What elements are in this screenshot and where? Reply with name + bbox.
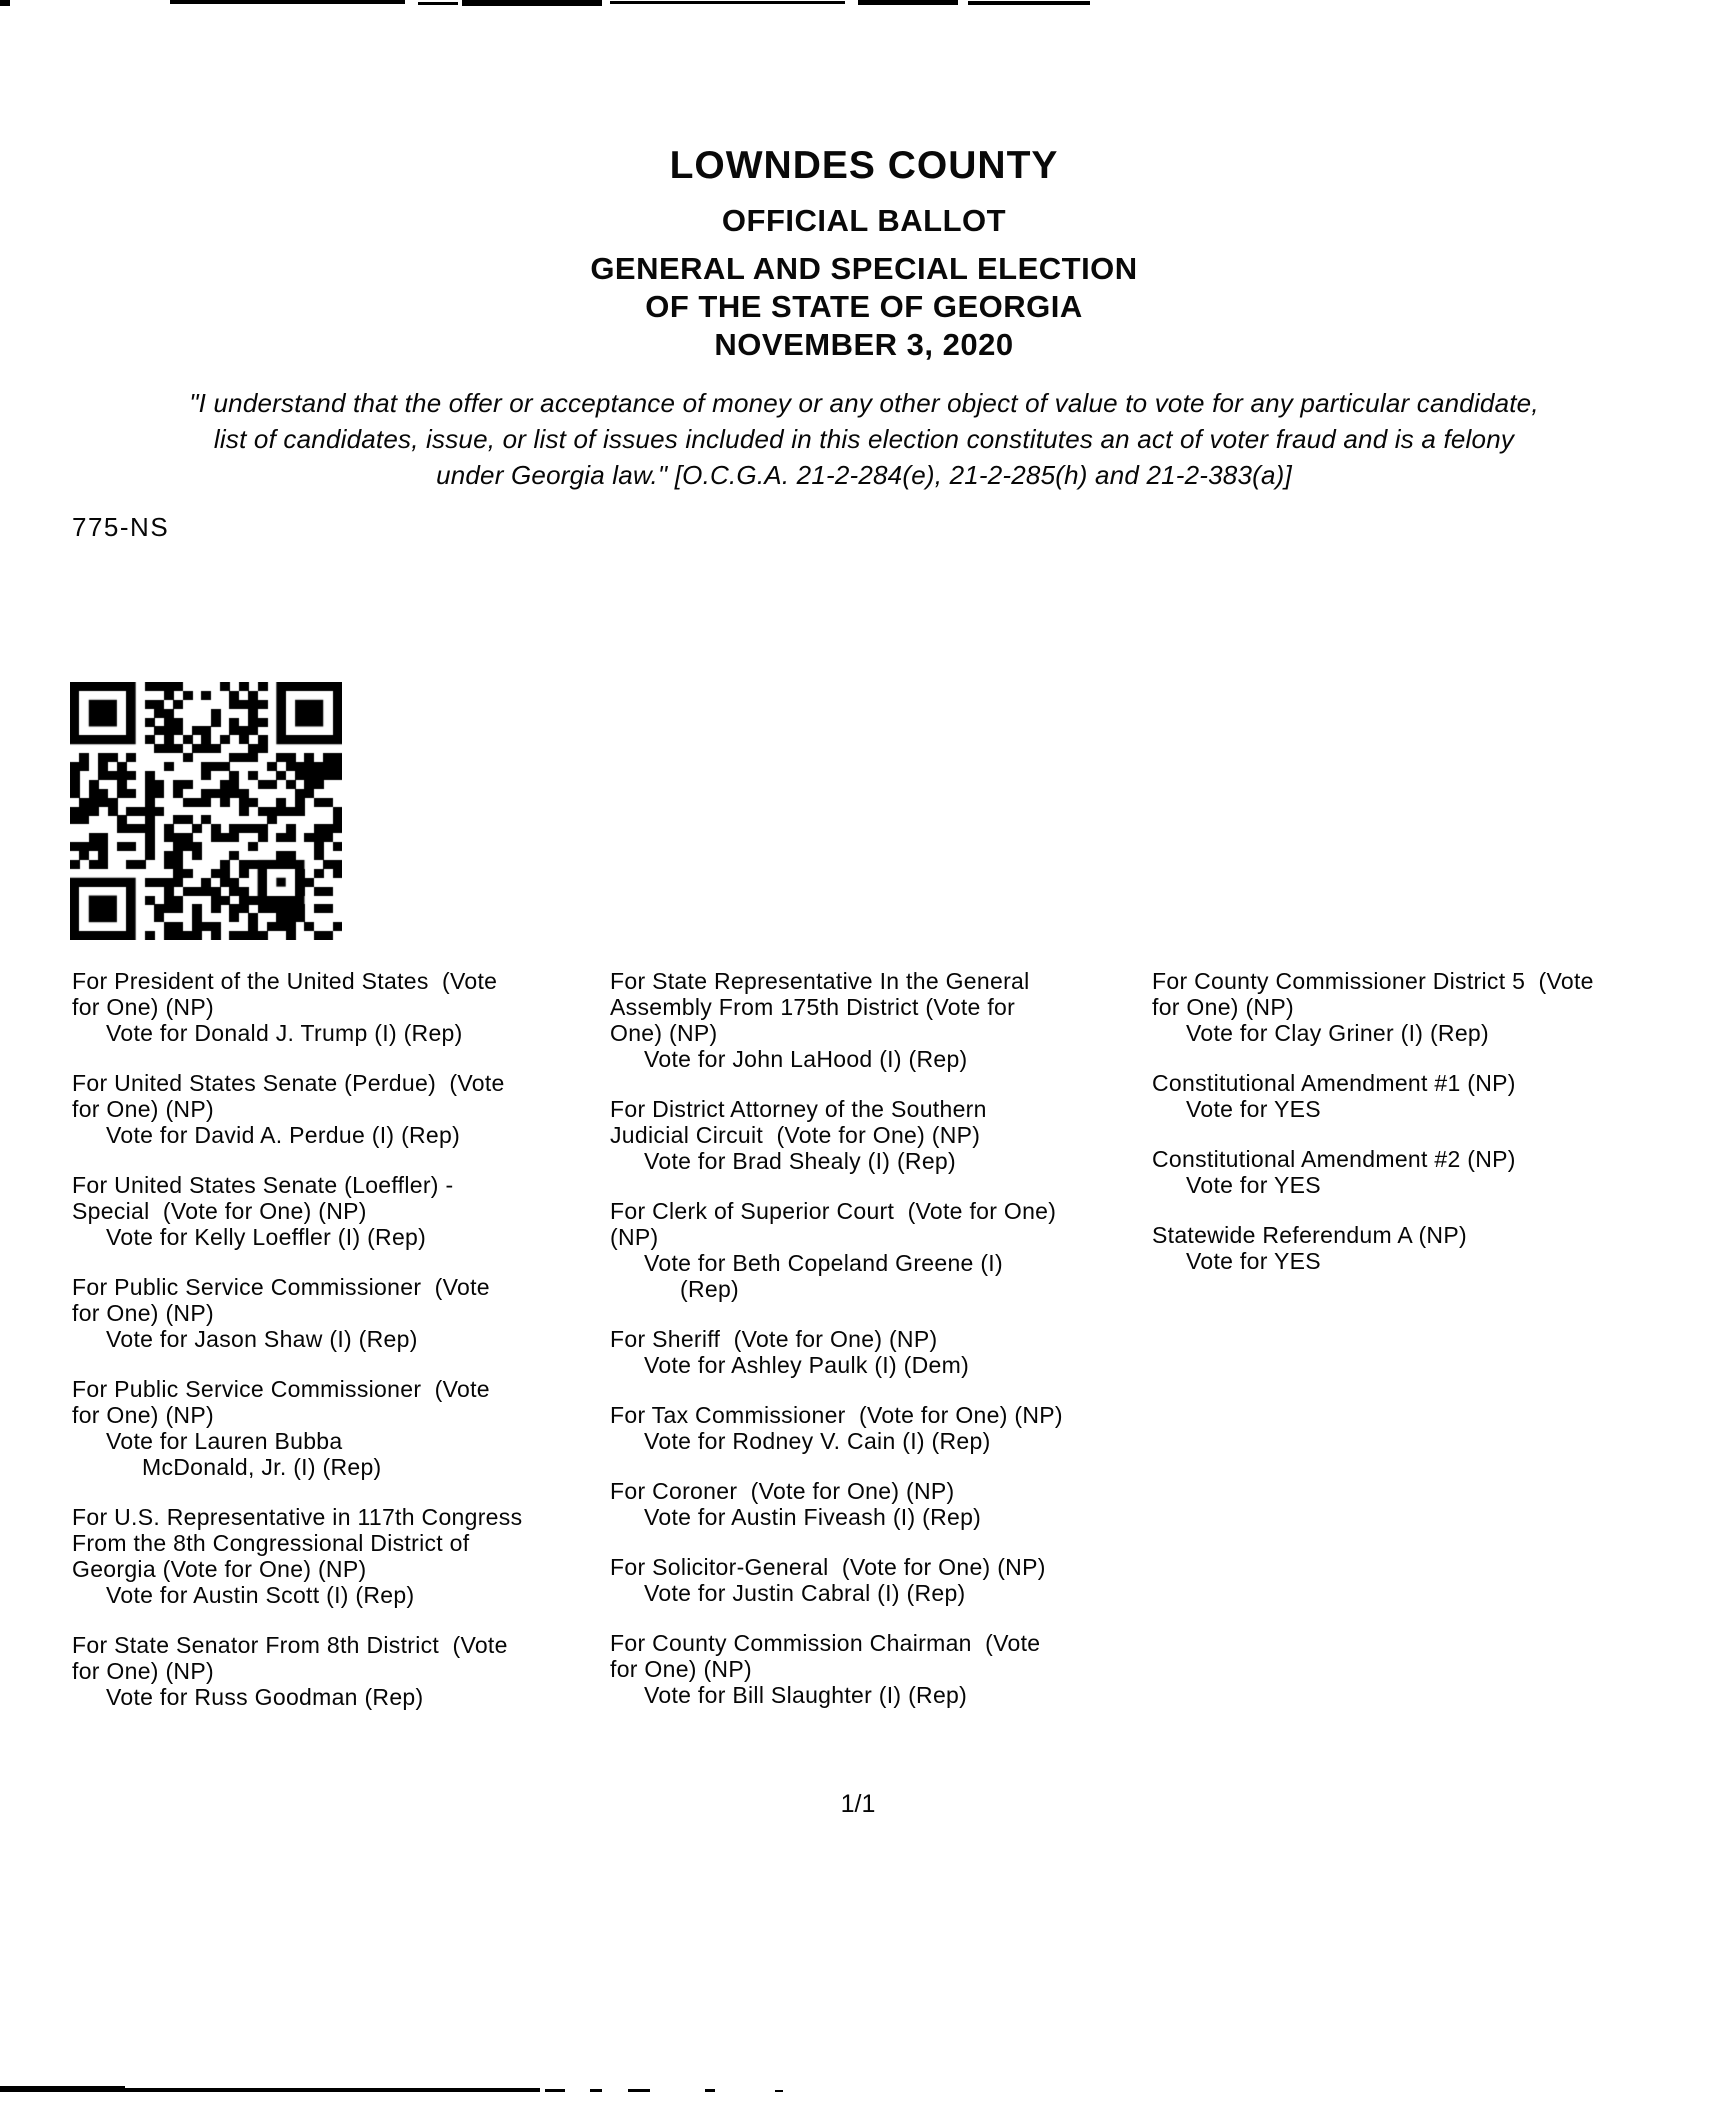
contest-title-line: Constitutional Amendment #1 (NP) (1152, 1070, 1516, 1096)
contest-block (72, 1504, 610, 1608)
contest-title-line: From the 8th Congressional District of (72, 1530, 470, 1556)
contest-block (72, 1172, 610, 1250)
vote-selection-line: Vote for Donald J. Trump (I) (Rep) (106, 1020, 463, 1046)
vote-selection-line: Vote for Bill Slaughter (I) (Rep) (644, 1682, 968, 1708)
ballot-column-2 (610, 968, 1152, 1732)
contest-block (72, 1274, 610, 1352)
contest-title-line: for One) (NP) (72, 1402, 214, 1428)
vote-selection-line: Vote for Austin Scott (I) (Rep) (106, 1582, 415, 1608)
vote-selection-line: Vote for YES (1186, 1172, 1321, 1198)
contest-title-line: Statewide Referendum A (NP) (1152, 1222, 1467, 1248)
contest-block (610, 968, 1152, 1072)
vote-selection-line: Vote for Clay Griner (I) (Rep) (1186, 1020, 1489, 1046)
contest-title-line: For Public Service Commissioner (Vote (72, 1376, 490, 1402)
contest-title-line: For President of the United States (Vote (72, 968, 498, 994)
disclaimer-line1: "I understand that the offer or acceptance of money or any other object of value to vote for any particular candidate, (189, 388, 1539, 418)
vote-selection-line: Vote for John LaHood (I) (Rep) (644, 1046, 968, 1072)
contest-block (72, 1070, 610, 1148)
contest-title-line: for One) (NP) (1152, 994, 1294, 1020)
contest-title-line: For Solicitor-General (Vote for One) (NP) (610, 1554, 1046, 1580)
contest-title-line: For County Commissioner District 5 (Vote (1152, 968, 1594, 994)
contest-title-line: Special (Vote for One) (NP) (72, 1198, 367, 1224)
contest-title-line: For Coroner (Vote for One) (NP) (610, 1478, 955, 1504)
disclaimer-line2: list of candidates, issue, or list of issues included in this election constitutes an act of voter fraud and is a felony (213, 424, 1515, 454)
contest-title-line: Judicial Circuit (Vote for One) (NP) (610, 1122, 981, 1148)
qr-code-icon (70, 682, 342, 940)
contest-title-line: Constitutional Amendment #2 (NP) (1152, 1146, 1516, 1172)
contest-title-line: For District Attorney of the Southern (610, 1096, 987, 1122)
contest-title-line: Assembly From 175th District (Vote for (610, 994, 1016, 1020)
county-title: LOWNDES COUNTY (669, 144, 1059, 187)
voter-fraud-disclaimer (0, 385, 1728, 493)
vote-selection-line: Vote for Lauren Bubba (106, 1428, 343, 1454)
ballot-column-1 (72, 968, 610, 1734)
contest-title-line: For United States Senate (Loeffler) - (72, 1172, 454, 1198)
ballot-style-code: 775-NS (72, 512, 170, 542)
contest-title-line: (NP) (610, 1224, 659, 1250)
contest-block (610, 1198, 1152, 1302)
contest-block (72, 1632, 610, 1710)
contest-title-line: For Sheriff (Vote for One) (NP) (610, 1326, 938, 1352)
vote-selection-line: Vote for Beth Copeland Greene (I) (644, 1250, 1003, 1276)
contest-block (610, 1326, 1152, 1378)
vote-selection-line: Vote for YES (1186, 1096, 1321, 1122)
contest-title-line: for One) (NP) (72, 1096, 214, 1122)
contest-title-line: For County Commission Chairman (Vote (610, 1630, 1041, 1656)
vote-selection-line: Vote for YES (1186, 1248, 1321, 1274)
contest-title-line: For Clerk of Superior Court (Vote for One) (610, 1198, 1057, 1224)
contest-title-line: For U.S. Representative in 117th Congress (72, 1504, 523, 1530)
vote-selection-line: Vote for Kelly Loeffler (I) (Rep) (106, 1224, 427, 1250)
disclaimer-line3: under Georgia law." [O.C.G.A. 21-2-284(e), 21-2-285(h) and 21-2-383(a)] (436, 460, 1292, 490)
contest-block (1152, 968, 1672, 1046)
election-title-line2: OF THE STATE OF GEORGIA (645, 289, 1083, 324)
election-title (0, 250, 1728, 364)
vote-selection-line: Vote for Ashley Paulk (I) (Dem) (644, 1352, 970, 1378)
contest-title-line: For Tax Commissioner (Vote for One) (NP) (610, 1402, 1063, 1428)
contest-title-line: for One) (NP) (610, 1656, 752, 1682)
contest-title-line: Georgia (Vote for One) (NP) (72, 1556, 367, 1582)
contest-title-line: for One) (NP) (72, 1658, 214, 1684)
contest-title-line: For State Representative In the General (610, 968, 1030, 994)
contest-block (610, 1478, 1152, 1530)
vote-selection-line: Vote for Justin Cabral (I) (Rep) (644, 1580, 966, 1606)
ballot-column-3 (1152, 968, 1672, 1298)
vote-selection-line: Vote for Jason Shaw (I) (Rep) (106, 1326, 418, 1352)
contest-block (610, 1630, 1152, 1708)
ballot-type-title: OFFICIAL BALLOT (721, 203, 1007, 238)
election-date: NOVEMBER 3, 2020 (714, 327, 1014, 362)
vote-selection-line: (Rep) (680, 1276, 740, 1302)
vote-selection-line: Vote for David A. Perdue (I) (Rep) (106, 1122, 461, 1148)
contest-block (72, 968, 610, 1046)
contest-block (610, 1096, 1152, 1174)
contest-block (1152, 1070, 1672, 1122)
vote-selection-line: Vote for Brad Shealy (I) (Rep) (644, 1148, 956, 1174)
contest-block (72, 1376, 610, 1480)
contest-title-line: One) (NP) (610, 1020, 718, 1046)
contest-block (610, 1402, 1152, 1454)
contest-block (1152, 1146, 1672, 1198)
page-number: 1/1 (840, 1790, 876, 1818)
contest-title-line: for One) (NP) (72, 1300, 214, 1326)
election-title-line1: GENERAL AND SPECIAL ELECTION (590, 251, 1138, 286)
vote-selection-line: McDonald, Jr. (I) (Rep) (142, 1454, 382, 1480)
vote-selection-line: Vote for Rodney V. Cain (I) (Rep) (644, 1428, 991, 1454)
contest-block (1152, 1222, 1672, 1274)
vote-selection-line: Vote for Russ Goodman (Rep) (106, 1684, 424, 1710)
contest-title-line: For State Senator From 8th District (Vote (72, 1632, 508, 1658)
vote-selection-line: Vote for Austin Fiveash (I) (Rep) (644, 1504, 982, 1530)
contest-title-line: For United States Senate (Perdue) (Vote (72, 1070, 505, 1096)
contest-title-line: For Public Service Commissioner (Vote (72, 1274, 490, 1300)
contest-block (610, 1554, 1152, 1606)
contest-title-line: for One) (NP) (72, 994, 214, 1020)
ballot-columns (72, 968, 1672, 1734)
